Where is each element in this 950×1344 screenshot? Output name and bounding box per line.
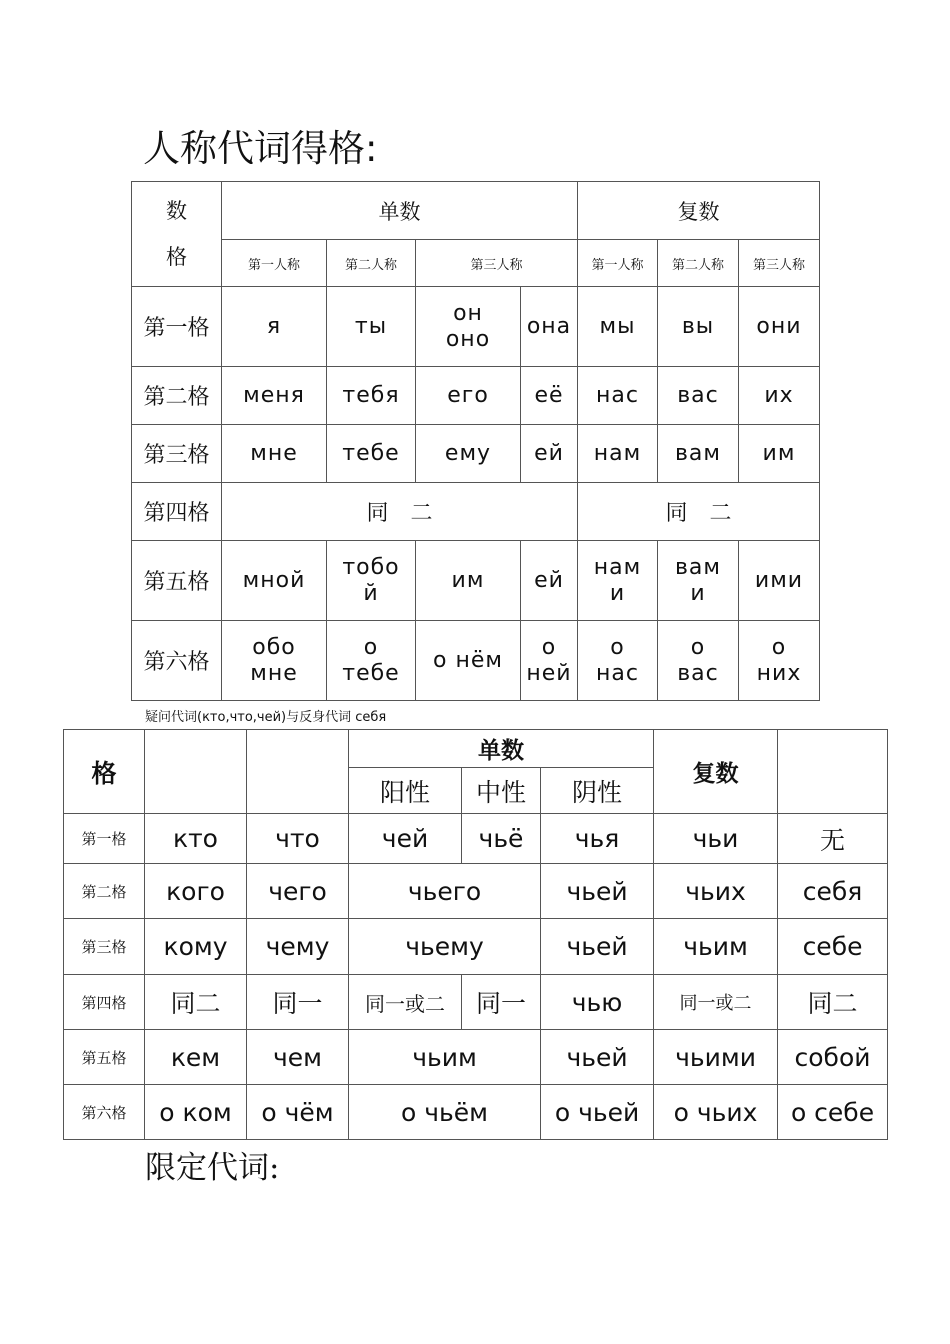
gender-header: 中性: [462, 768, 541, 814]
interrogative-pronoun-table: [63, 729, 888, 1140]
pronoun-cell: о нас: [578, 621, 658, 701]
pronoun-cell: нам: [578, 425, 658, 483]
case-label: 第六格: [132, 621, 222, 701]
table-row: [64, 864, 888, 919]
pronoun-cell: ими: [739, 541, 820, 621]
cell: 同一或二: [349, 975, 462, 1030]
cell: кто: [145, 814, 247, 864]
pronoun-cell: им: [739, 425, 820, 483]
case-label: 第二格: [132, 367, 222, 425]
cell: 同一: [247, 975, 349, 1030]
pronoun-cell: мы: [578, 287, 658, 367]
cell: кем: [145, 1030, 247, 1085]
pronoun-cell: тобо й: [327, 541, 416, 621]
pronoun-cell: обо мне: [222, 621, 327, 701]
pronoun-cell: меня: [222, 367, 327, 425]
same-as-cell: 同 二: [578, 483, 820, 541]
cell: себе: [778, 919, 888, 975]
cell: чьих: [654, 864, 778, 919]
case-label: 第六格: [64, 1085, 145, 1140]
cell: 同一: [462, 975, 541, 1030]
pronoun-cell: нам и: [578, 541, 658, 621]
cell: о чьём: [349, 1085, 541, 1140]
singular-header: 单数: [222, 182, 578, 240]
pronoun-cell: о них: [739, 621, 820, 701]
table-row: [64, 919, 888, 975]
cell: чьим: [349, 1030, 541, 1085]
table-row: [132, 621, 820, 701]
pronoun-cell: он оно: [416, 287, 521, 367]
case-label: 第四格: [132, 483, 222, 541]
case-label: 第五格: [132, 541, 222, 621]
cell: чью: [541, 975, 654, 1030]
table-row: [132, 425, 820, 483]
pronoun-cell: их: [739, 367, 820, 425]
case-label: 第四格: [64, 975, 145, 1030]
table-row: [132, 541, 820, 621]
case-label: 第三格: [132, 425, 222, 483]
pronoun-cell: о вас: [658, 621, 739, 701]
caption: 疑问代词(кто,что,чей)与反身代词 себя: [145, 710, 387, 725]
empty-header: [247, 730, 349, 814]
case-header: 格: [64, 730, 145, 814]
empty-header: [778, 730, 888, 814]
table-row: [64, 1030, 888, 1085]
pronoun-cell: ей: [521, 425, 578, 483]
pronoun-cell: вам и: [658, 541, 739, 621]
cell: чьё: [462, 814, 541, 864]
pronoun-cell: её: [521, 367, 578, 425]
cell: чьей: [541, 919, 654, 975]
cell: о чьих: [654, 1085, 778, 1140]
pronoun-cell: ей: [521, 541, 578, 621]
page-title: 人称代词得格:: [143, 127, 378, 170]
table-row: [132, 367, 820, 425]
cell: кому: [145, 919, 247, 975]
empty-header: [145, 730, 247, 814]
pronoun-cell: ты: [327, 287, 416, 367]
case-label: 第二格: [64, 864, 145, 919]
cell: 同二: [145, 975, 247, 1030]
table-row: [132, 483, 820, 541]
pronoun-cell: ему: [416, 425, 521, 483]
person-header: 第二人称: [327, 240, 416, 287]
case-label: 第一格: [64, 814, 145, 864]
cell: чьему: [349, 919, 541, 975]
cell: о себе: [778, 1085, 888, 1140]
table-row: [64, 975, 888, 1030]
cell: 无: [778, 814, 888, 864]
person-header: 第三人称: [416, 240, 578, 287]
cell: себя: [778, 864, 888, 919]
corner-header: [132, 182, 222, 287]
cell: о ком: [145, 1085, 247, 1140]
pronoun-cell: она: [521, 287, 578, 367]
case-label: 第一格: [132, 287, 222, 367]
cell: о чём: [247, 1085, 349, 1140]
pronoun-cell: его: [416, 367, 521, 425]
cell: чьим: [654, 919, 778, 975]
cell: 同二: [778, 975, 888, 1030]
cell: чьего: [349, 864, 541, 919]
pronoun-cell: я: [222, 287, 327, 367]
pronoun-cell: вас: [658, 367, 739, 425]
pronoun-cell: они: [739, 287, 820, 367]
cell: чей: [349, 814, 462, 864]
cell: чьи: [654, 814, 778, 864]
table-row: [132, 287, 820, 367]
case-label: 第五格: [64, 1030, 145, 1085]
person-header: 第一人称: [222, 240, 327, 287]
pronoun-cell: о тебе: [327, 621, 416, 701]
plural-header: 复数: [578, 182, 820, 240]
personal-pronoun-table: [131, 181, 820, 701]
cell: чья: [541, 814, 654, 864]
pronoun-cell: о ней: [521, 621, 578, 701]
cell: чему: [247, 919, 349, 975]
same-as-cell: 同 二: [222, 483, 578, 541]
pronoun-cell: им: [416, 541, 521, 621]
pronoun-cell: тебя: [327, 367, 416, 425]
cell: 同一或二: [654, 975, 778, 1030]
cell: кого: [145, 864, 247, 919]
section-title: 限定代词:: [145, 1150, 280, 1186]
person-header: 第一人称: [578, 240, 658, 287]
pronoun-cell: о нём: [416, 621, 521, 701]
pronoun-cell: мне: [222, 425, 327, 483]
person-header: 第三人称: [739, 240, 820, 287]
cell: чьей: [541, 864, 654, 919]
gender-header: 阳性: [349, 768, 462, 814]
singular-header: 单数: [349, 730, 654, 768]
cell: чьей: [541, 1030, 654, 1085]
case-label: 第三格: [64, 919, 145, 975]
cell: собой: [778, 1030, 888, 1085]
cell: что: [247, 814, 349, 864]
gender-header: 阴性: [541, 768, 654, 814]
plural-header: 复数: [654, 730, 778, 814]
table-row: [64, 814, 888, 864]
cell: чего: [247, 864, 349, 919]
corner-top: 数: [166, 199, 187, 223]
pronoun-cell: вы: [658, 287, 739, 367]
pronoun-cell: тебе: [327, 425, 416, 483]
cell: о чьей: [541, 1085, 654, 1140]
corner-bottom: 格: [166, 245, 187, 269]
pronoun-cell: мной: [222, 541, 327, 621]
table-row: [64, 1085, 888, 1140]
cell: чем: [247, 1030, 349, 1085]
cell: чьими: [654, 1030, 778, 1085]
pronoun-cell: нас: [578, 367, 658, 425]
pronoun-cell: вам: [658, 425, 739, 483]
person-header: 第二人称: [658, 240, 739, 287]
